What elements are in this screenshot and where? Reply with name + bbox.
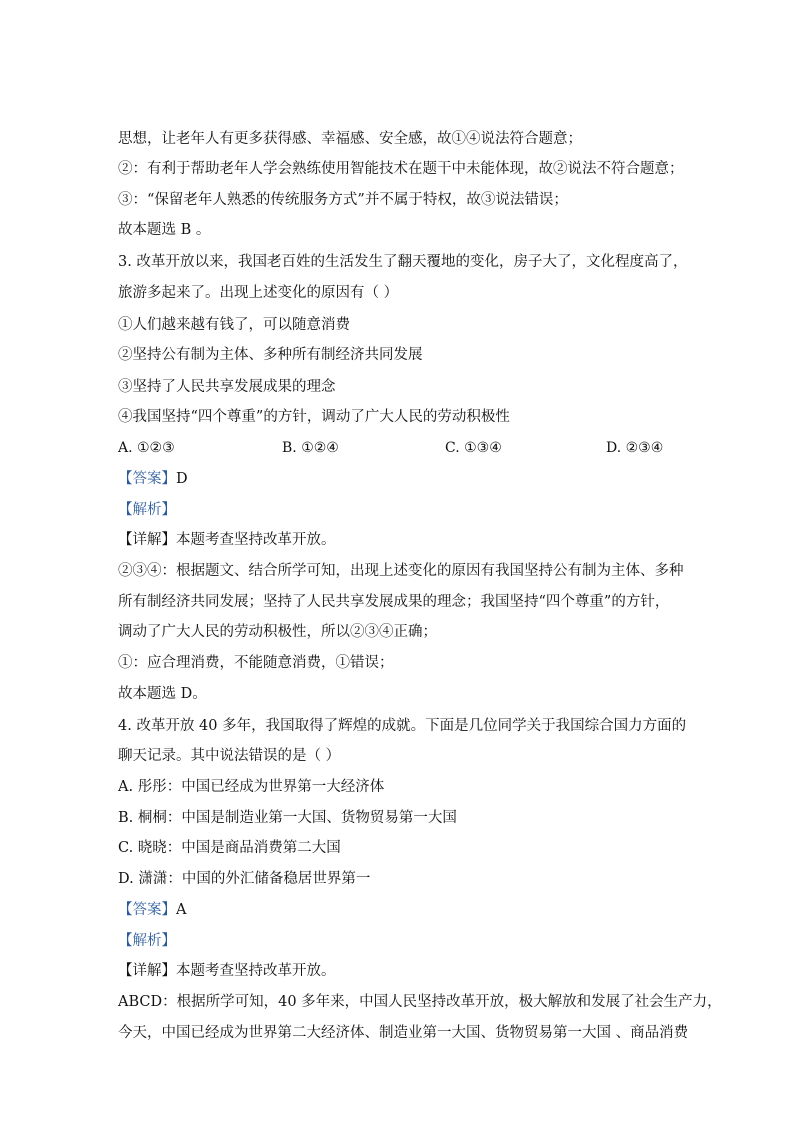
option-d: D. 潇潇：中国的外汇储备稳居世界第一 bbox=[118, 871, 371, 887]
text-line: ③：“保留老年人熟悉的传统服务方式”并不属于特权，故③说法错误； bbox=[118, 192, 568, 208]
answer-tag: 【答案】 bbox=[118, 902, 176, 918]
statement-1: ①人们越来越有钱了，可以随意消费 bbox=[118, 317, 350, 333]
explanation-line: 调动了广大人民的劳动积极性，所以②③④正确； bbox=[118, 624, 437, 640]
text-line: 故本题选 B 。 bbox=[118, 222, 211, 238]
detail-line bbox=[118, 962, 336, 980]
answer-line bbox=[118, 901, 186, 919]
text-line: 思想，让老年人有更多获得感、幸福感、安全感，故①④说法符合题意； bbox=[118, 131, 582, 147]
analysis-tag: 【解析】 bbox=[118, 502, 176, 518]
answer-value: A bbox=[176, 902, 187, 918]
explanation-line: ABCD：根据所学可知，40 多年来，中国人民坚持改革开放，极大解放和发展了社会生产力， bbox=[118, 994, 722, 1010]
detail-text: 本题考查坚持改革开放。 bbox=[176, 963, 336, 979]
option-b: B. ①②④ bbox=[282, 440, 339, 456]
explanation-line: ①：应合理消费，不能随意消费，①错误； bbox=[118, 655, 394, 671]
explanation-line: 今天，中国已经成为世界第二大经济体、制造业第一大国、货物贸易第一大国 、商品消费 bbox=[118, 1025, 689, 1041]
detail-tag: 【详解】 bbox=[118, 963, 176, 979]
analysis-tag: 【解析】 bbox=[118, 933, 176, 949]
option-c: C. 晓晓：中国是商品消费第二大国 bbox=[118, 840, 341, 856]
answer-value: D bbox=[176, 471, 188, 487]
statement-2: ②坚持公有制为主体、多种所有制经济共同发展 bbox=[118, 347, 423, 363]
text-line: ②：有利于帮助老年人学会熟练使用智能技术在题干中未能体现，故②说法不符合题意； bbox=[118, 161, 684, 177]
option-a: A. ①②③ bbox=[118, 440, 175, 456]
option-d: D. ②③④ bbox=[606, 440, 664, 456]
explanation-line: ②③④：根据题文、结合所学可知，出现上述变化的原因有我国坚持公有制为主体、多种 bbox=[118, 563, 684, 579]
detail-line bbox=[118, 531, 336, 549]
option-b: B. 桐桐：中国是制造业第一大国、货物贸易第一大国 bbox=[118, 810, 457, 826]
statement-4: ④我国坚持“四个尊重”的方针，调动了广大人民的劳动积极性 bbox=[118, 409, 510, 425]
option-c: C. ①③④ bbox=[445, 440, 502, 456]
statement-3: ③坚持了人民共享发展成果的理念 bbox=[118, 379, 336, 395]
answer-line bbox=[118, 470, 188, 488]
explanation-line: 所有制经济共同发展；坚持了人民共享发展成果的理念；我国坚持“四个尊重”的方针， bbox=[118, 594, 670, 610]
answer-tag: 【答案】 bbox=[118, 471, 176, 487]
option-a: A. 彤彤：中国已经成为世界第一大经济体 bbox=[118, 779, 385, 795]
analysis-line bbox=[118, 501, 176, 519]
question-4-stem: 聊天记录。其中说法错误的是（ ） bbox=[118, 748, 341, 764]
explanation-line: 故本题选 D。 bbox=[118, 686, 207, 702]
question-4-stem: 4. 改革开放 40 多年，我国取得了辉煌的成就。下面是几位同学关于我国综合国力方面的 bbox=[118, 718, 687, 734]
detail-text: 本题考查坚持改革开放。 bbox=[176, 532, 336, 548]
analysis-line bbox=[118, 932, 176, 950]
question-3-stem: 3. 改革开放以来，我国老百姓的生活发生了翻天覆地的变化，房子大了，文化程度高了， bbox=[118, 254, 688, 270]
detail-tag: 【详解】 bbox=[118, 532, 176, 548]
question-3-stem: 旅游多起来了。出现上述变化的原因有（ ） bbox=[118, 285, 399, 301]
